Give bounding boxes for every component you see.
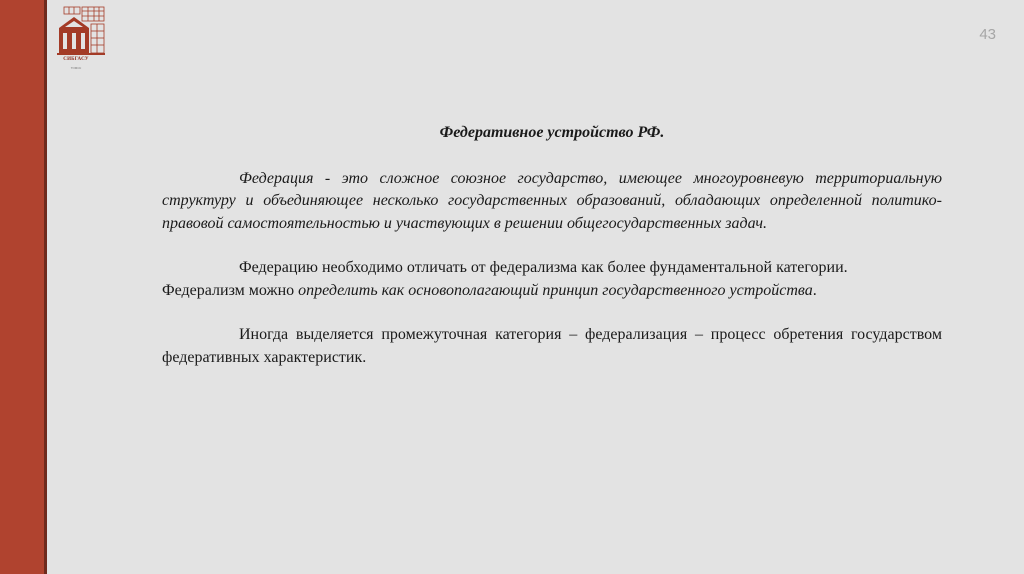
spacer (162, 235, 942, 257)
left-accent-band (0, 0, 44, 574)
federalism-italic-text: определить как основополагающий принцип государственного устройства (298, 281, 813, 299)
federalism-tail-text: . (812, 281, 817, 299)
logo-caption: СИБГАСУ (63, 57, 89, 62)
paragraph-federalization: Иногда выделяется промежуточная категория – федерализация – процесс обретения государством федеративных характеристик. (162, 326, 942, 366)
paragraph-federalism-definition (162, 280, 942, 303)
spacer (162, 302, 942, 324)
left-band-edge (44, 0, 47, 574)
slide-heading: Федеративное устройство РФ. (439, 124, 665, 141)
federalism-plain-text: Федерализм можно (162, 281, 299, 299)
paragraph-federalism-distinction: Федерацию необходимо отличать от федерализма как более фундаментальной категории. (239, 259, 848, 276)
logo-subcaption: ТОМСК (70, 66, 82, 70)
page-number: 43 (979, 26, 996, 43)
paragraph-federation-definition: Федерация - это сложное союзное государство, имеющее многоуровневую территориальную структуру и объединяющее несколько государственных образований, обладающих определенной политико-правовой самостоятельностью и участвующих в решении общегосударственных задач. (162, 169, 942, 232)
slide-content (162, 122, 942, 369)
